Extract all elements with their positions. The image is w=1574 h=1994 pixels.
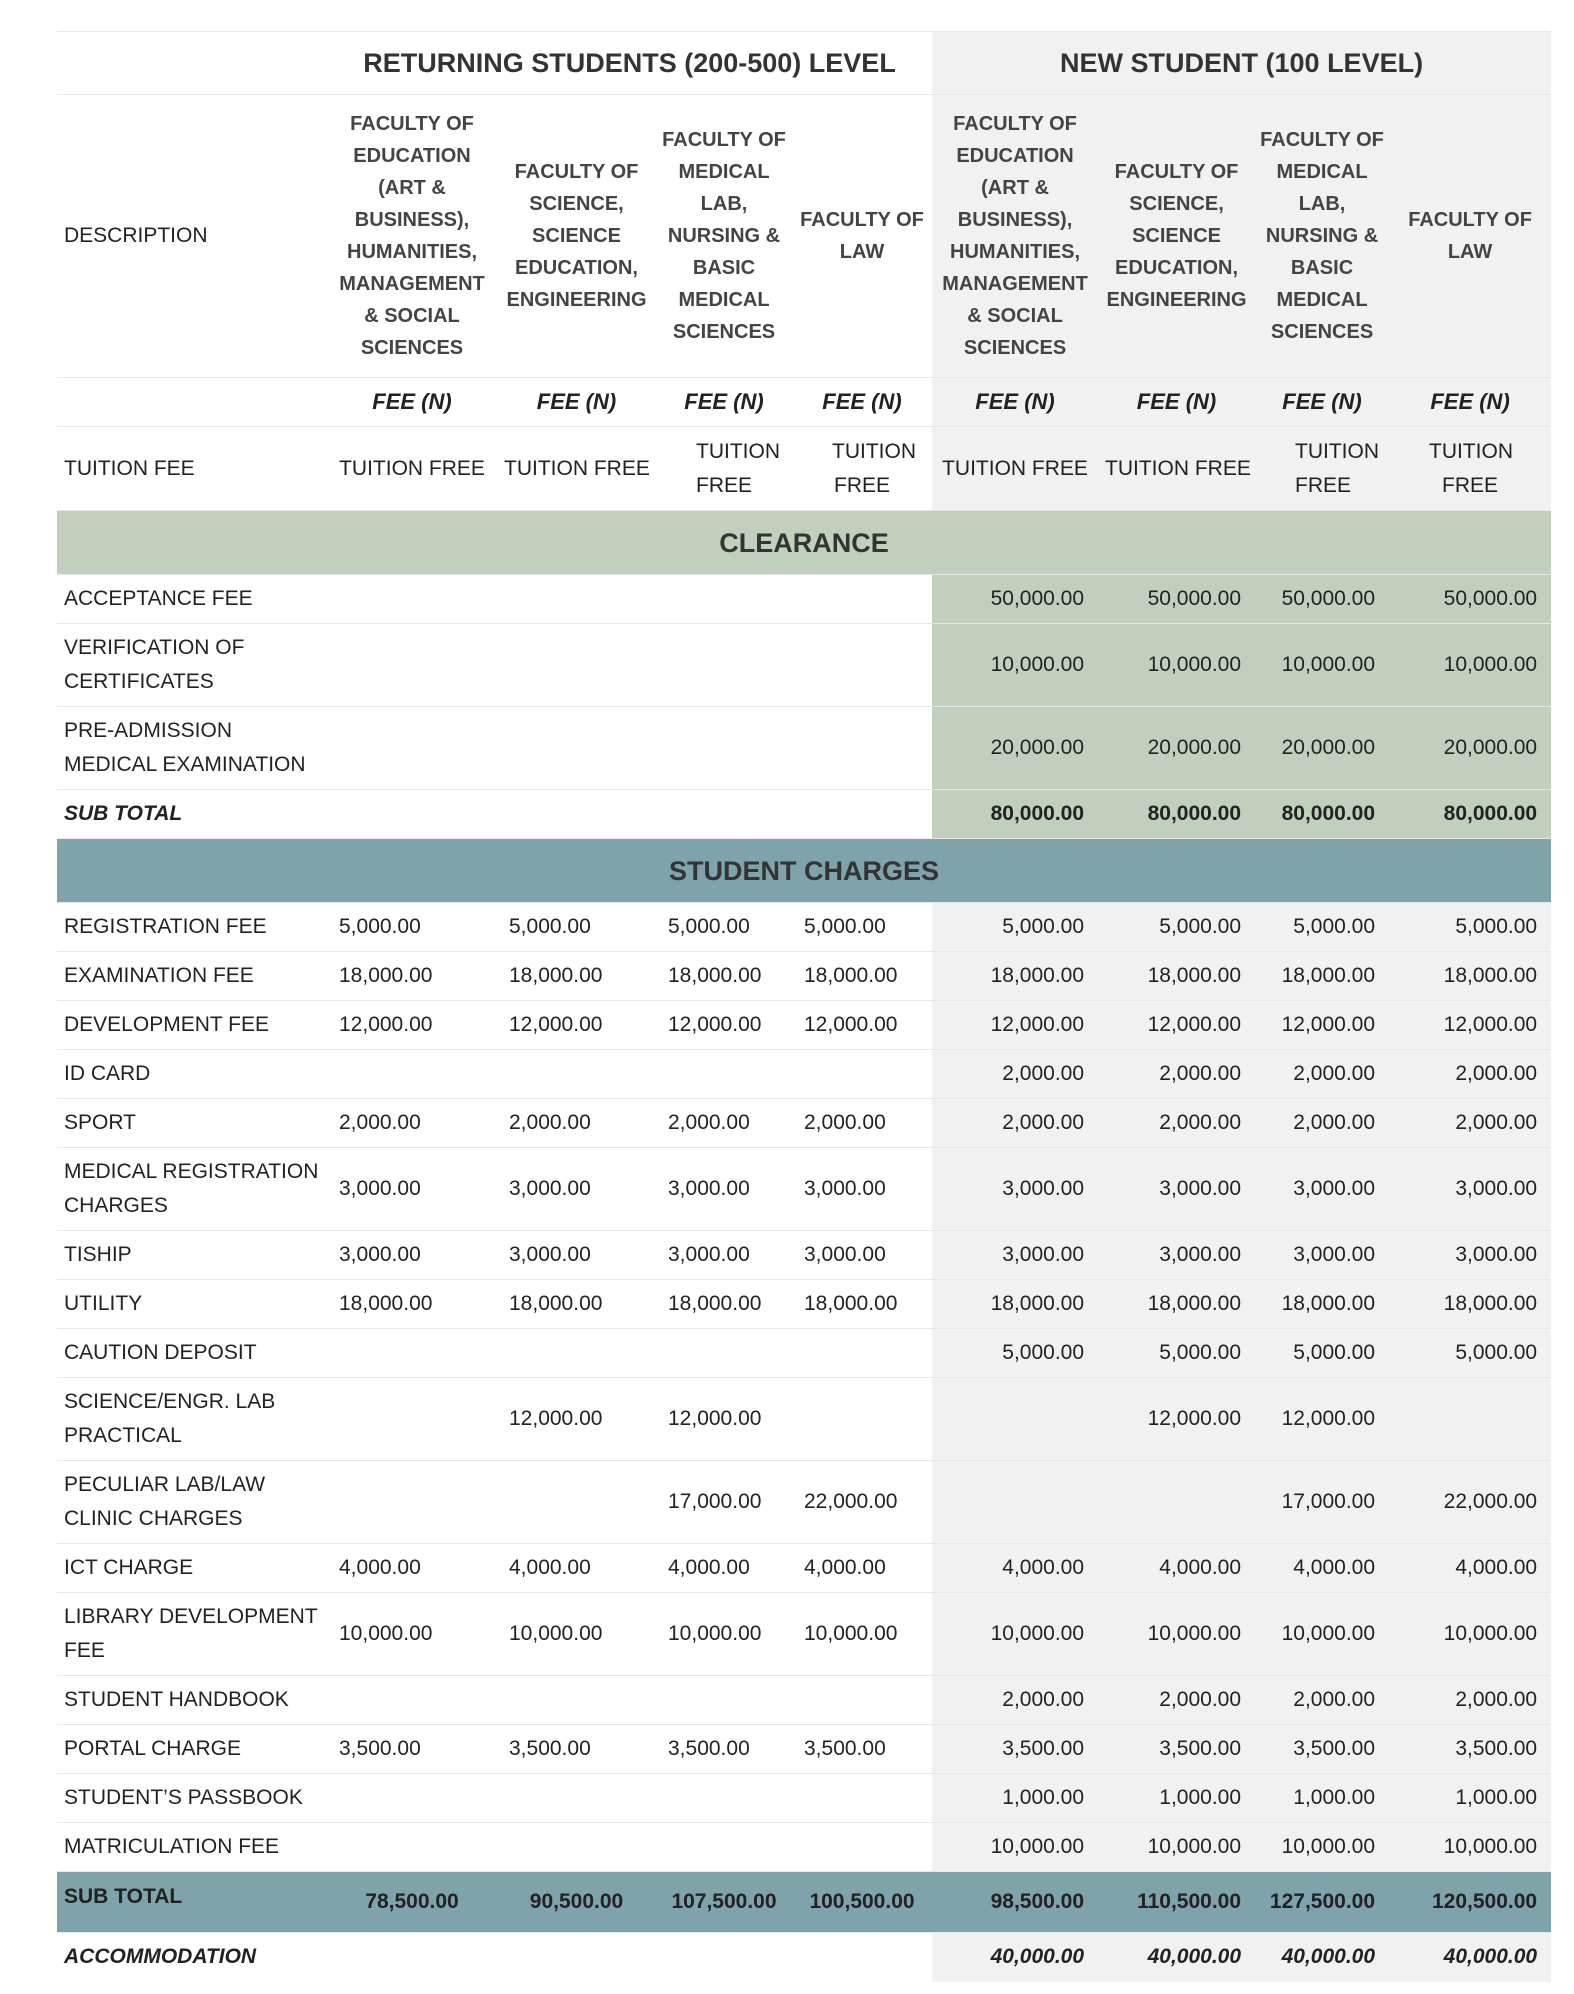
fee-cell: 10,000.00 xyxy=(1389,1823,1551,1872)
charge-row xyxy=(57,1774,1551,1823)
fee-cell xyxy=(932,1461,1098,1544)
fee-cell: 5,000.00 xyxy=(932,903,1098,952)
fee-cell xyxy=(327,575,497,624)
subtotal-cell: 98,500.00 xyxy=(932,1872,1098,1933)
charge-row xyxy=(57,1148,1551,1231)
fee-cell xyxy=(497,1774,656,1823)
fee-cell: 50,000.00 xyxy=(1098,575,1255,624)
charge-row xyxy=(57,1050,1551,1099)
fee-cell: 12,000.00 xyxy=(656,1001,792,1050)
description-header: DESCRIPTION xyxy=(57,95,327,378)
fee-cell: 2,000.00 xyxy=(1098,1050,1255,1099)
fee-cell xyxy=(656,1676,792,1725)
fee-cell xyxy=(792,1329,932,1378)
fee-cell: 3,000.00 xyxy=(1098,1148,1255,1231)
fee-cell: 10,000.00 xyxy=(1098,1823,1255,1872)
subtotal-cell xyxy=(792,790,932,839)
fee-cell: 2,000.00 xyxy=(327,1099,497,1148)
tuition-cell: TUITION FREE xyxy=(497,427,656,511)
charge-row xyxy=(57,1593,1551,1676)
tuition-cell: TUITION FREE xyxy=(1255,427,1389,511)
fee-cell: 3,000.00 xyxy=(1389,1148,1551,1231)
fee-cell: 12,000.00 xyxy=(497,1001,656,1050)
fee-cell: 17,000.00 xyxy=(1255,1461,1389,1544)
subtotal-cell: 107,500.00 xyxy=(656,1872,792,1933)
fee-cell: 1,000.00 xyxy=(1098,1774,1255,1823)
tuition-cell: TUITION FREE xyxy=(932,427,1098,511)
row-label: MEDICAL REGISTRATION CHARGES xyxy=(57,1148,327,1231)
fee-cell: 18,000.00 xyxy=(656,952,792,1001)
fee-cell: 5,000.00 xyxy=(1389,903,1551,952)
row-label: PRE-ADMISSION MEDICAL EXAMINATION xyxy=(57,707,327,790)
fee-cell: 10,000.00 xyxy=(656,1593,792,1676)
fee-cell: 17,000.00 xyxy=(656,1461,792,1544)
fee-cell: 10,000.00 xyxy=(1255,1823,1389,1872)
subtotal-cell: 78,500.00 xyxy=(327,1872,497,1933)
tuition-cell: TUITION FREE xyxy=(1098,427,1255,511)
fee-cell: 12,000.00 xyxy=(497,1378,656,1461)
row-label: TUITION FEE xyxy=(57,427,327,511)
fee-cell xyxy=(497,707,656,790)
charge-row xyxy=(57,952,1551,1001)
fee-cell: 3,500.00 xyxy=(1255,1725,1389,1774)
fee-cell xyxy=(327,624,497,707)
fee-cell xyxy=(792,1378,932,1461)
fee-cell: 18,000.00 xyxy=(792,1280,932,1329)
fee-cell: 3,000.00 xyxy=(932,1231,1098,1280)
fee-cell: 10,000.00 xyxy=(932,1593,1098,1676)
subtotal-cell xyxy=(656,790,792,839)
fee-unit-header: FEE (N) xyxy=(1098,378,1255,427)
subtotal-label: SUB TOTAL xyxy=(57,1872,327,1933)
fee-cell: 4,000.00 xyxy=(656,1544,792,1593)
fee-cell: 4,000.00 xyxy=(1255,1544,1389,1593)
fee-cell xyxy=(656,1823,792,1872)
fee-unit-row xyxy=(57,378,1551,427)
fee-cell: 18,000.00 xyxy=(327,952,497,1001)
row-label: CAUTION DEPOSIT xyxy=(57,1329,327,1378)
charge-row xyxy=(57,1544,1551,1593)
fee-cell xyxy=(497,575,656,624)
fee-cell: 10,000.00 xyxy=(1389,624,1551,707)
fee-cell: 18,000.00 xyxy=(792,952,932,1001)
fee-cell xyxy=(932,1378,1098,1461)
subtotal-cell: 120,500.00 xyxy=(1389,1872,1551,1933)
accommodation-cell: 40,000.00 xyxy=(1389,1933,1551,1982)
blank-cell xyxy=(57,378,327,427)
subtotal-cell: 100,500.00 xyxy=(792,1872,932,1933)
fee-cell xyxy=(497,1823,656,1872)
fee-cell: 10,000.00 xyxy=(932,624,1098,707)
fee-cell: 5,000.00 xyxy=(1389,1329,1551,1378)
fee-cell xyxy=(792,1676,932,1725)
clearance-row xyxy=(57,575,1551,624)
fee-cell: 3,000.00 xyxy=(656,1231,792,1280)
row-label: DEVELOPMENT FEE xyxy=(57,1001,327,1050)
fee-cell: 10,000.00 xyxy=(1098,624,1255,707)
fee-cell xyxy=(497,1461,656,1544)
fee-cell: 4,000.00 xyxy=(497,1544,656,1593)
fee-unit-header: FEE (N) xyxy=(656,378,792,427)
fee-cell xyxy=(792,575,932,624)
charge-row xyxy=(57,1280,1551,1329)
charge-row xyxy=(57,1823,1551,1872)
fee-unit-header: FEE (N) xyxy=(327,378,497,427)
fee-cell: 1,000.00 xyxy=(932,1774,1098,1823)
fee-cell: 50,000.00 xyxy=(1255,575,1389,624)
subtotal-cell: 80,000.00 xyxy=(932,790,1098,839)
fee-unit-header: FEE (N) xyxy=(497,378,656,427)
fee-cell: 3,500.00 xyxy=(656,1725,792,1774)
charge-row xyxy=(57,1099,1551,1148)
accommodation-cell xyxy=(497,1933,656,1982)
fee-unit-header: FEE (N) xyxy=(932,378,1098,427)
row-label: TISHIP xyxy=(57,1231,327,1280)
charge-row xyxy=(57,1461,1551,1544)
fee-cell: 10,000.00 xyxy=(1255,624,1389,707)
fee-cell xyxy=(792,1823,932,1872)
subtotal-cell: 80,000.00 xyxy=(1098,790,1255,839)
charge-row xyxy=(57,1676,1551,1725)
fee-cell: 18,000.00 xyxy=(932,1280,1098,1329)
blank-cell xyxy=(57,32,327,95)
fee-cell xyxy=(1389,1378,1551,1461)
fee-cell: 10,000.00 xyxy=(792,1593,932,1676)
accommodation-cell xyxy=(656,1933,792,1982)
fee-cell: 3,000.00 xyxy=(1389,1231,1551,1280)
fee-cell: 4,000.00 xyxy=(1389,1544,1551,1593)
fee-cell: 5,000.00 xyxy=(932,1329,1098,1378)
fee-cell: 50,000.00 xyxy=(1389,575,1551,624)
subtotal-cell xyxy=(327,790,497,839)
fee-cell: 2,000.00 xyxy=(792,1099,932,1148)
new-student-title: NEW STUDENT (100 LEVEL) xyxy=(932,32,1551,95)
fee-cell: 12,000.00 xyxy=(327,1001,497,1050)
row-label: ID CARD xyxy=(57,1050,327,1099)
fee-cell: 2,000.00 xyxy=(1098,1099,1255,1148)
accommodation-cell xyxy=(792,1933,932,1982)
row-label: PECULIAR LAB/LAW CLINIC CHARGES xyxy=(57,1461,327,1544)
row-label: ICT CHARGE xyxy=(57,1544,327,1593)
fee-cell: 5,000.00 xyxy=(656,903,792,952)
subtotal-cell: 80,000.00 xyxy=(1255,790,1389,839)
fee-cell: 2,000.00 xyxy=(1389,1676,1551,1725)
fee-cell: 3,000.00 xyxy=(327,1148,497,1231)
fee-cell: 2,000.00 xyxy=(932,1676,1098,1725)
fee-cell: 2,000.00 xyxy=(1255,1050,1389,1099)
faculty-header: FACULTY OF LAW xyxy=(1389,95,1551,378)
fee-cell xyxy=(327,1676,497,1725)
fee-cell: 12,000.00 xyxy=(792,1001,932,1050)
group-title-row xyxy=(57,32,1551,95)
fee-cell: 1,000.00 xyxy=(1255,1774,1389,1823)
fee-cell: 3,000.00 xyxy=(497,1231,656,1280)
fee-cell: 3,500.00 xyxy=(327,1725,497,1774)
fee-cell xyxy=(656,1774,792,1823)
fee-cell: 4,000.00 xyxy=(1098,1544,1255,1593)
fee-cell: 3,000.00 xyxy=(792,1231,932,1280)
fee-cell xyxy=(327,1823,497,1872)
fee-cell: 18,000.00 xyxy=(1098,1280,1255,1329)
charge-row xyxy=(57,1001,1551,1050)
accommodation-cell: 40,000.00 xyxy=(932,1933,1098,1982)
fee-cell: 4,000.00 xyxy=(792,1544,932,1593)
row-label: SCIENCE/ENGR. LAB PRACTICAL xyxy=(57,1378,327,1461)
fee-cell xyxy=(656,624,792,707)
accommodation-cell xyxy=(327,1933,497,1982)
fee-cell xyxy=(327,707,497,790)
row-label: VERIFICATION OF CERTIFICATES xyxy=(57,624,327,707)
fee-cell: 10,000.00 xyxy=(1098,1593,1255,1676)
clearance-row xyxy=(57,624,1551,707)
fee-cell: 12,000.00 xyxy=(1098,1001,1255,1050)
fee-cell xyxy=(656,575,792,624)
row-label: PORTAL CHARGE xyxy=(57,1725,327,1774)
fee-cell xyxy=(792,1774,932,1823)
fee-cell xyxy=(792,624,932,707)
fee-cell: 5,000.00 xyxy=(1255,903,1389,952)
accommodation-row xyxy=(57,1933,1551,1982)
fee-cell: 3,000.00 xyxy=(792,1148,932,1231)
fee-cell: 3,000.00 xyxy=(1098,1231,1255,1280)
fee-cell xyxy=(497,624,656,707)
fee-schedule-table xyxy=(57,31,1551,1982)
fee-cell: 3,500.00 xyxy=(1098,1725,1255,1774)
fee-cell: 10,000.00 xyxy=(327,1593,497,1676)
fee-cell: 3,000.00 xyxy=(932,1148,1098,1231)
faculty-header: FACULTY OF EDUCATION (ART & BUSINESS), HUMANITIES, MANAGEMENT & SOCIAL SCIENCES xyxy=(932,95,1098,378)
fee-cell: 18,000.00 xyxy=(1389,1280,1551,1329)
fee-unit-header: FEE (N) xyxy=(792,378,932,427)
row-label: STUDENT HANDBOOK xyxy=(57,1676,327,1725)
fee-cell: 50,000.00 xyxy=(932,575,1098,624)
fee-cell xyxy=(656,1329,792,1378)
fee-cell: 18,000.00 xyxy=(656,1280,792,1329)
fee-cell xyxy=(1098,1461,1255,1544)
fee-cell: 2,000.00 xyxy=(1389,1050,1551,1099)
charge-row xyxy=(57,1378,1551,1461)
clearance-section-title: CLEARANCE xyxy=(57,511,1551,575)
fee-cell: 10,000.00 xyxy=(497,1593,656,1676)
faculty-header: FACULTY OF LAW xyxy=(792,95,932,378)
fee-cell: 2,000.00 xyxy=(1389,1099,1551,1148)
clearance-section-row xyxy=(57,511,1551,575)
tuition-row xyxy=(57,427,1551,511)
student-charges-section-title: STUDENT CHARGES xyxy=(57,839,1551,903)
charge-row xyxy=(57,1725,1551,1774)
charge-row xyxy=(57,903,1551,952)
fee-cell: 2,000.00 xyxy=(497,1099,656,1148)
fee-cell: 18,000.00 xyxy=(327,1280,497,1329)
row-label: UTILITY xyxy=(57,1280,327,1329)
fee-cell xyxy=(656,707,792,790)
fee-cell: 22,000.00 xyxy=(1389,1461,1551,1544)
fee-cell: 3,000.00 xyxy=(656,1148,792,1231)
fee-cell: 3,500.00 xyxy=(1389,1725,1551,1774)
fee-cell: 2,000.00 xyxy=(1098,1676,1255,1725)
clearance-subtotal-row xyxy=(57,790,1551,839)
charge-row xyxy=(57,1329,1551,1378)
subtotal-cell: 110,500.00 xyxy=(1098,1872,1255,1933)
fee-cell xyxy=(497,1329,656,1378)
tuition-cell: TUITION FREE xyxy=(1389,427,1551,511)
fee-cell: 18,000.00 xyxy=(1389,952,1551,1001)
row-label: REGISTRATION FEE xyxy=(57,903,327,952)
fee-cell: 18,000.00 xyxy=(1255,1280,1389,1329)
row-label: SPORT xyxy=(57,1099,327,1148)
returning-students-title: RETURNING STUDENTS (200-500) LEVEL xyxy=(327,32,932,95)
faculty-header-row xyxy=(57,95,1551,378)
fee-cell: 2,000.00 xyxy=(656,1099,792,1148)
tuition-cell: TUITION FREE xyxy=(656,427,792,511)
fee-cell: 18,000.00 xyxy=(1098,952,1255,1001)
fee-cell: 20,000.00 xyxy=(1389,707,1551,790)
fee-cell xyxy=(497,1050,656,1099)
fee-cell: 22,000.00 xyxy=(792,1461,932,1544)
row-label: MATRICULATION FEE xyxy=(57,1823,327,1872)
fee-cell: 12,000.00 xyxy=(1098,1378,1255,1461)
fee-cell xyxy=(327,1378,497,1461)
fee-cell: 2,000.00 xyxy=(1255,1676,1389,1725)
row-label: ACCEPTANCE FEE xyxy=(57,575,327,624)
fee-cell xyxy=(327,1329,497,1378)
row-label: EXAMINATION FEE xyxy=(57,952,327,1001)
fee-cell: 20,000.00 xyxy=(932,707,1098,790)
row-label: STUDENT’S PASSBOOK xyxy=(57,1774,327,1823)
fee-cell: 2,000.00 xyxy=(932,1050,1098,1099)
student-charges-section-row xyxy=(57,839,1551,903)
fee-cell xyxy=(327,1461,497,1544)
subtotal-cell: 90,500.00 xyxy=(497,1872,656,1933)
fee-cell xyxy=(792,1050,932,1099)
fee-unit-header: FEE (N) xyxy=(1255,378,1389,427)
fee-cell: 5,000.00 xyxy=(792,903,932,952)
fee-cell: 12,000.00 xyxy=(656,1378,792,1461)
fee-cell: 12,000.00 xyxy=(1255,1378,1389,1461)
tuition-cell: TUITION FREE xyxy=(792,427,932,511)
fee-cell: 18,000.00 xyxy=(1255,952,1389,1001)
fee-cell: 10,000.00 xyxy=(1255,1593,1389,1676)
fee-cell: 20,000.00 xyxy=(1255,707,1389,790)
subtotal-cell xyxy=(497,790,656,839)
subtotal-label: SUB TOTAL xyxy=(57,790,327,839)
fee-cell: 3,000.00 xyxy=(1255,1231,1389,1280)
faculty-header: FACULTY OF SCIENCE, SCIENCE EDUCATION, ENGINEERING xyxy=(497,95,656,378)
fee-cell: 10,000.00 xyxy=(932,1823,1098,1872)
fee-cell: 10,000.00 xyxy=(1389,1593,1551,1676)
fee-cell: 3,500.00 xyxy=(497,1725,656,1774)
accommodation-label: ACCOMMODATION xyxy=(57,1933,327,1982)
fee-cell: 18,000.00 xyxy=(497,1280,656,1329)
fee-cell: 20,000.00 xyxy=(1098,707,1255,790)
fee-cell: 4,000.00 xyxy=(932,1544,1098,1593)
row-label: LIBRARY DEVELOPMENT FEE xyxy=(57,1593,327,1676)
fee-cell: 5,000.00 xyxy=(1098,903,1255,952)
fee-cell xyxy=(327,1050,497,1099)
fee-cell: 2,000.00 xyxy=(1255,1099,1389,1148)
fee-cell: 3,500.00 xyxy=(932,1725,1098,1774)
fee-unit-header: FEE (N) xyxy=(1389,378,1551,427)
fee-cell: 3,000.00 xyxy=(1255,1148,1389,1231)
subtotal-cell: 80,000.00 xyxy=(1389,790,1551,839)
faculty-header: FACULTY OF SCIENCE, SCIENCE EDUCATION, ENGINEERING xyxy=(1098,95,1255,378)
fee-cell: 5,000.00 xyxy=(327,903,497,952)
accommodation-cell: 40,000.00 xyxy=(1255,1933,1389,1982)
tuition-cell: TUITION FREE xyxy=(327,427,497,511)
fee-cell: 5,000.00 xyxy=(1255,1329,1389,1378)
fee-cell xyxy=(327,1774,497,1823)
fee-cell: 3,000.00 xyxy=(497,1148,656,1231)
fee-cell: 5,000.00 xyxy=(1098,1329,1255,1378)
student-charges-subtotal-row xyxy=(57,1872,1551,1933)
fee-cell xyxy=(656,1050,792,1099)
fee-cell: 3,000.00 xyxy=(327,1231,497,1280)
fee-cell: 12,000.00 xyxy=(932,1001,1098,1050)
accommodation-cell: 40,000.00 xyxy=(1098,1933,1255,1982)
fee-cell xyxy=(497,1676,656,1725)
clearance-row xyxy=(57,707,1551,790)
fee-cell: 18,000.00 xyxy=(497,952,656,1001)
fee-cell: 2,000.00 xyxy=(932,1099,1098,1148)
fee-cell: 5,000.00 xyxy=(497,903,656,952)
fee-cell: 1,000.00 xyxy=(1389,1774,1551,1823)
charge-row xyxy=(57,1231,1551,1280)
fee-cell: 4,000.00 xyxy=(327,1544,497,1593)
faculty-header: FACULTY OF EDUCATION (ART & BUSINESS), HUMANITIES, MANAGEMENT & SOCIAL SCIENCES xyxy=(327,95,497,378)
fee-cell: 3,500.00 xyxy=(792,1725,932,1774)
faculty-header: FACULTY OF MEDICAL LAB, NURSING & BASIC MEDICAL SCIENCES xyxy=(1255,95,1389,378)
fee-cell: 12,000.00 xyxy=(1389,1001,1551,1050)
fee-cell xyxy=(792,707,932,790)
faculty-header: FACULTY OF MEDICAL LAB, NURSING & BASIC MEDICAL SCIENCES xyxy=(656,95,792,378)
subtotal-cell: 127,500.00 xyxy=(1255,1872,1389,1933)
fee-cell: 12,000.00 xyxy=(1255,1001,1389,1050)
fee-cell: 18,000.00 xyxy=(932,952,1098,1001)
